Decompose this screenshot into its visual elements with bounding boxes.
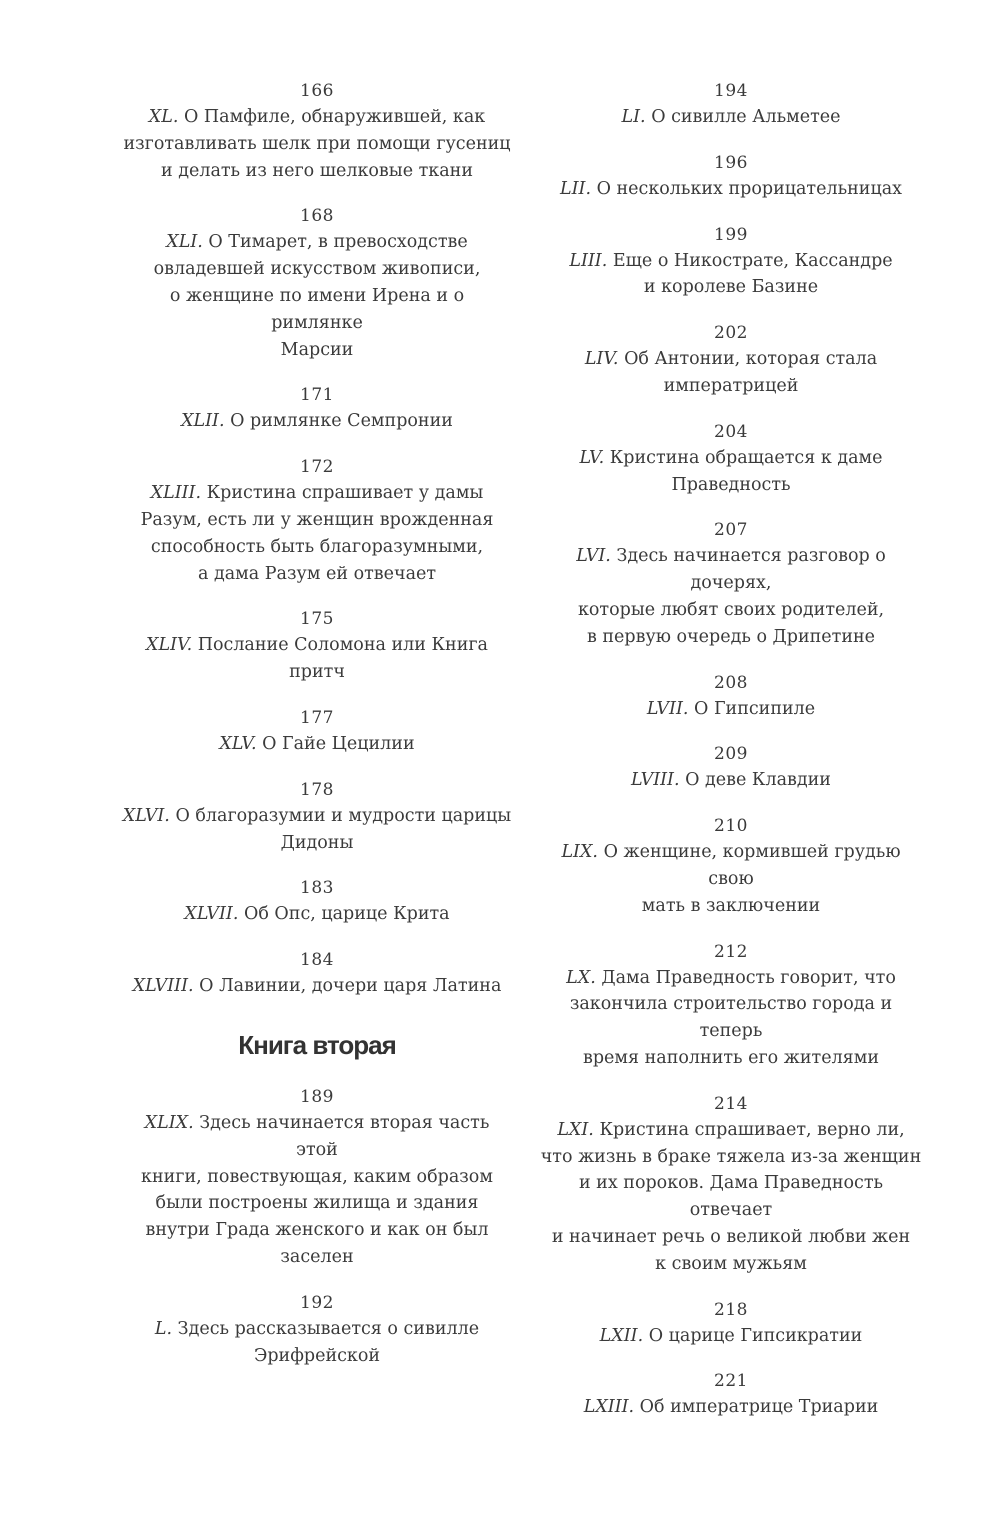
toc-entry-text (536, 176, 926, 203)
toc-entry-text (122, 104, 512, 184)
toc-page-number: 172 (300, 457, 334, 478)
chapter-title: О сивилле Альметее (651, 107, 841, 127)
chapter-roman-numeral: LX. (566, 967, 596, 988)
chapter-title: О деве Клавдии (685, 770, 831, 791)
chapter-title: Кристина обращается к даме Праведность (609, 447, 883, 495)
toc-entry (536, 1368, 926, 1421)
chapter-roman-numeral: L. (154, 1318, 173, 1339)
toc-entry (536, 419, 926, 499)
toc-entry-text (536, 104, 926, 131)
toc-entry-text (536, 346, 926, 400)
toc-entry-text (122, 1110, 512, 1271)
toc-page-number: 183 (300, 878, 334, 899)
chapter-title: О Памфиле, обнаружившей, как изготавливать шелк при помощи гусениц и делать из него шелковые ткани (123, 107, 511, 181)
toc-entry (536, 222, 926, 302)
toc-page-number: 178 (300, 779, 334, 800)
chapter-roman-numeral: LXII. (599, 1325, 644, 1346)
chapter-roman-numeral: XLIII. (150, 483, 202, 504)
chapter-title: Об Опс, царице Крита (243, 904, 450, 925)
toc-entry (122, 1084, 512, 1271)
toc-entry (536, 670, 926, 723)
chapter-roman-numeral: LIII. (569, 250, 608, 271)
toc-entry (536, 1091, 926, 1278)
chapter-title: О царице Гипсикратии (648, 1325, 863, 1346)
toc-entry (536, 517, 926, 650)
chapter-title: Еще о Никострате, Кассандре и королеве Базине (612, 250, 893, 298)
chapter-roman-numeral: LI. (621, 107, 646, 127)
chapter-title: Об Антонии, которая стала императрицей (624, 349, 878, 396)
toc-entry-text (536, 696, 926, 723)
toc-entry (122, 78, 512, 184)
chapter-title: Здесь начинается вторая часть этой книги, повествующая, каким образом были построены жилища и здания внутри Града женского и как он был заселен (141, 1112, 493, 1267)
toc-entry-text (536, 965, 926, 1072)
toc-entry-text (122, 632, 512, 686)
toc-entry (536, 78, 926, 131)
toc-entry (122, 947, 512, 1000)
toc-page-number: 194 (714, 81, 748, 101)
left-entries-group-after-heading (122, 1084, 512, 1369)
chapter-roman-numeral: XLVII. (184, 904, 239, 925)
toc-page-number: 212 (714, 941, 748, 962)
toc-entry (122, 875, 512, 928)
toc-entry (536, 1297, 926, 1350)
toc-page-number: 171 (300, 385, 334, 406)
chapter-roman-numeral: XLVIII. (132, 976, 194, 997)
chapter-roman-numeral: LVIII. (631, 770, 680, 791)
toc-entry (536, 320, 926, 400)
chapter-roman-numeral: XLI. (166, 232, 203, 253)
chapter-title: О женщине, кормившей грудью свою мать в заключении (603, 842, 901, 916)
toc-entry-text (122, 731, 512, 758)
toc-page-number: 202 (714, 323, 748, 344)
chapter-roman-numeral: XLV. (219, 733, 257, 754)
chapter-title: Кристина спрашивает, верно ли, что жизнь в браке тяжела из-за женщин и их пороков. Дама Праведность отвечает и начинает речь о великой любви жен к своим мужьям (540, 1119, 922, 1274)
toc-page-number: 207 (714, 520, 748, 541)
toc-page-number: 196 (714, 152, 748, 173)
section-heading-book-two: Книга вторая (238, 1029, 396, 1060)
toc-page-number: 184 (300, 950, 334, 971)
toc-page-number: 210 (714, 816, 748, 837)
toc-entry (122, 454, 512, 587)
chapter-title: О нескольких прорицательницах (596, 178, 902, 199)
toc-page-number: 192 (300, 1292, 334, 1313)
toc-entry-text (122, 480, 512, 587)
toc-entry-text (122, 901, 512, 928)
toc-page-number: 204 (714, 421, 748, 442)
toc-entry (122, 777, 512, 857)
chapter-roman-numeral: LV. (579, 447, 605, 468)
toc-entry-text (122, 803, 512, 857)
chapter-title: О Тимарет, в превосходстве овладевшей искусством живописи, о женщине по имени Ирена и о римлянке Марсии (153, 232, 481, 360)
toc-entry-text (536, 1323, 926, 1350)
toc-entry (122, 1290, 512, 1370)
chapter-roman-numeral: LIV. (584, 349, 619, 370)
chapter-title: Дама Праведность говорит, что закончила строительство города и теперь время наполнить его жителями (569, 967, 896, 1068)
toc-page-number: 177 (300, 707, 334, 728)
chapter-title: О Гипсипиле (694, 698, 816, 719)
chapter-roman-numeral: LVII. (646, 698, 689, 719)
toc-entry-text (536, 248, 926, 302)
toc-entry (536, 150, 926, 203)
toc-page-number: 214 (714, 1093, 748, 1114)
toc-page-number: 175 (300, 609, 334, 630)
chapter-roman-numeral: LVI. (576, 546, 611, 567)
chapter-roman-numeral: XLVI. (122, 805, 170, 826)
toc-page-number: 221 (714, 1371, 748, 1392)
left-entries-group (122, 78, 512, 1000)
toc-entry-text (536, 1117, 926, 1278)
toc-entry-text (536, 445, 926, 499)
chapter-title: О Гайе Цецилии (262, 733, 415, 754)
toc-entry (122, 705, 512, 758)
chapter-roman-numeral: LII. (560, 178, 592, 199)
toc-entry (122, 203, 512, 363)
chapter-roman-numeral: XLIV. (146, 635, 193, 656)
chapter-roman-numeral: LXI. (557, 1119, 594, 1140)
toc-entry-text (536, 767, 926, 794)
toc-entry-text (536, 839, 926, 919)
chapter-title: Послание Соломона или Книга притч (197, 635, 488, 683)
chapter-title: О благоразумии и мудрости царицы Дидоны (175, 805, 512, 853)
chapter-title: Об императрице Триарии (639, 1397, 879, 1418)
toc-page-number: 208 (714, 672, 748, 693)
chapter-title: Здесь начинается разговор о дочерях, которые любят своих родителей, в первую очередь о Дрипетине (577, 546, 886, 647)
chapter-roman-numeral: LXIII. (583, 1397, 635, 1418)
right-column (536, 78, 926, 1440)
chapter-roman-numeral: LIX. (561, 842, 598, 863)
toc-entry-text (122, 408, 512, 435)
toc-page-number: 209 (714, 744, 748, 765)
toc-page-number: 168 (300, 206, 334, 227)
chapter-title: О Лавинии, дочери царя Латина (199, 976, 502, 997)
chapter-roman-numeral: XL. (148, 107, 179, 127)
toc-page-number: 189 (300, 1086, 334, 1107)
chapter-title: Кристина спрашивает у дамы Разум, есть ли у женщин врожденная способность быть благоразумными, а дама Разум ей отвечает (140, 483, 494, 584)
toc-entry-text (122, 229, 512, 363)
toc-page-number: 218 (714, 1299, 748, 1320)
toc-page-number: 166 (300, 81, 334, 101)
right-entries-group (536, 78, 926, 1421)
toc-entry (536, 813, 926, 919)
toc-page-number: 199 (714, 224, 748, 245)
toc-entry-text (122, 1316, 512, 1370)
left-column (122, 78, 512, 1388)
toc-entry (536, 741, 926, 794)
toc-entry-text (536, 543, 926, 650)
chapter-roman-numeral: XLII. (181, 411, 225, 432)
toc-entry (122, 606, 512, 686)
toc-entry-text (536, 1394, 926, 1421)
toc-entry (122, 382, 512, 435)
chapter-title: О римлянке Семпронии (230, 411, 453, 432)
toc-entry-text (122, 973, 512, 1000)
chapter-roman-numeral: XLIX. (144, 1112, 194, 1133)
toc-entry (536, 939, 926, 1072)
chapter-title: Здесь рассказывается о сивилле Эрифрейской (177, 1318, 480, 1366)
